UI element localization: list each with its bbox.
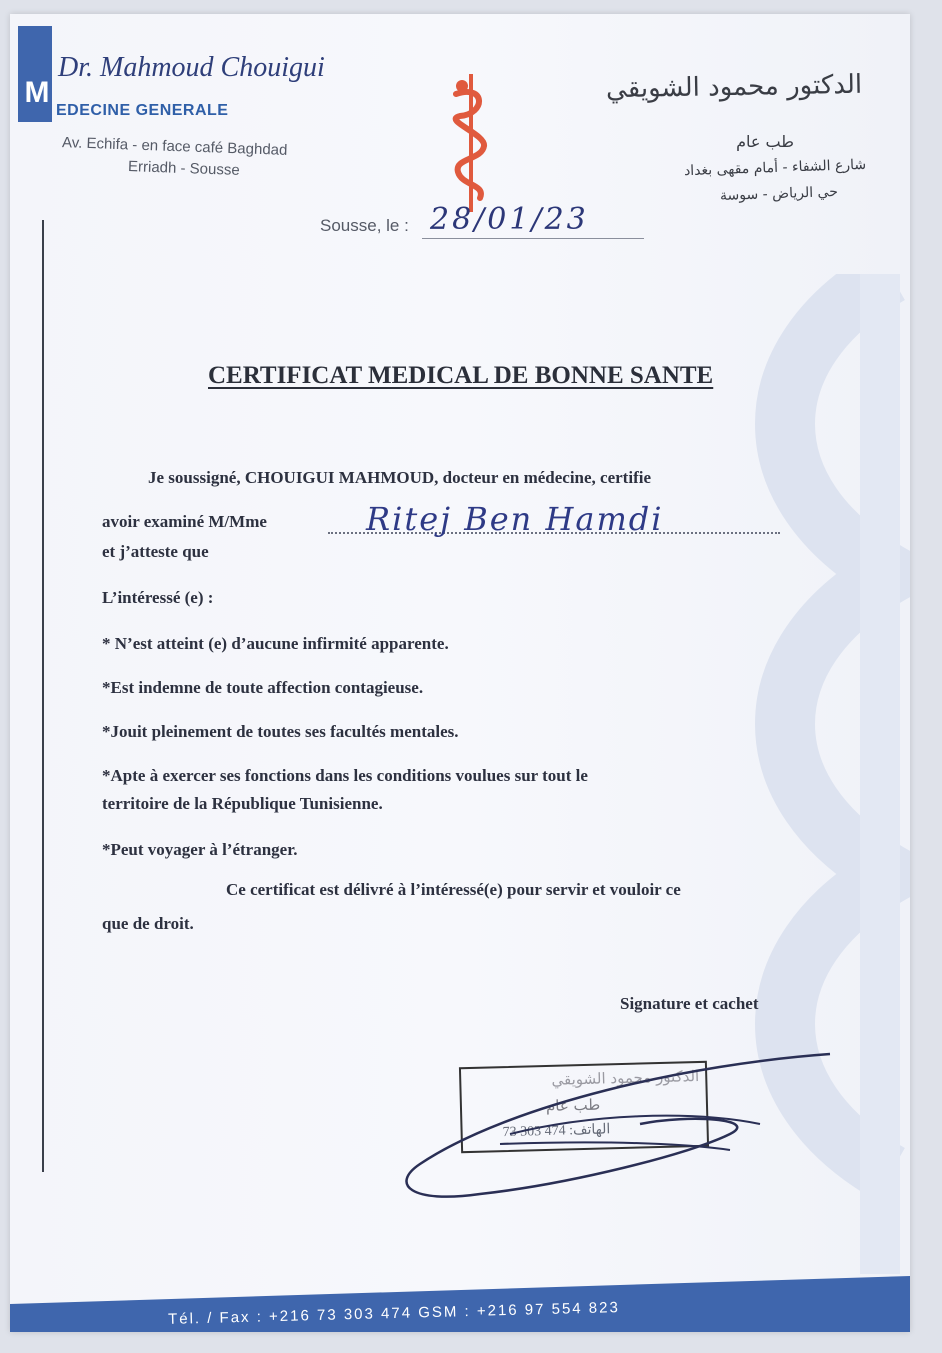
- signature-scribble: [390, 1044, 840, 1214]
- list-item: territoire de la République Tunisienne.: [102, 794, 383, 813]
- specialty: EDECINE GENERALE: [56, 102, 229, 119]
- doctor-name: Dr. Mahmoud Chouigui: [58, 52, 325, 83]
- caduceus-icon: [446, 64, 496, 214]
- certificate-page: [10, 14, 910, 1332]
- stamp-phone: 73 303 474 :الهاتف: [502, 1122, 611, 1141]
- address-line-2: Erriadh - Sousse: [127, 158, 240, 179]
- date-underline: [422, 238, 644, 239]
- signature-label: Signature et cachet: [620, 994, 759, 1013]
- address-line-1: Av. Echifa - en face café Baghdad: [61, 134, 288, 159]
- body-line-1: Je soussigné, CHOUIGUI MAHMOUD, docteur en médecine, certifie: [148, 468, 651, 487]
- list-item: * N’est atteint (e) d’aucune infirmité apparente.: [102, 634, 449, 653]
- handwritten-patient-name: Ritej Ben Hamdi: [366, 500, 664, 538]
- examined-label: avoir examiné M/Mme: [102, 512, 267, 531]
- interesse-label: L’intéressé (e) :: [102, 588, 214, 607]
- list-item: *Apte à exercer ses fonctions dans les conditions voulues sur tout le: [102, 766, 588, 785]
- footer-contact: Tél. / Fax : +216 73 303 474 GSM : +216 97 554 823: [167, 1299, 621, 1328]
- closing-line-1: Ce certificat est délivré à l’intéressé(e) pour servir et vouloir ce: [226, 880, 681, 899]
- arabic-address-line-1: شارع الشفاء - أمام مقهى بغداد: [683, 156, 867, 180]
- stamp-name: الدكتور محمود الشويقي: [551, 1066, 700, 1089]
- logo-letter: M: [24, 76, 50, 109]
- date-label: Sousse, le :: [320, 216, 409, 235]
- handwritten-date: 28/01/23: [430, 202, 589, 237]
- list-item: *Est indemne de toute affection contagieuse.: [102, 678, 424, 697]
- stamp-specialty: طب عام: [545, 1095, 601, 1115]
- list-item: *Jouit pleinement de toutes ses facultés mentales.: [102, 722, 459, 741]
- arabic-address-line-2: حي الرياض - سوسة: [719, 183, 839, 205]
- arabic-specialty: طب عام: [736, 132, 794, 151]
- body-line-3: et j’atteste que: [102, 542, 209, 561]
- margin-line: [42, 220, 44, 1172]
- arabic-doctor-name: الدكتور محمود الشويقي: [605, 69, 863, 105]
- list-item: *Peut voyager à l’étranger.: [102, 840, 298, 859]
- closing-line-2: que de droit.: [102, 914, 194, 933]
- certificate-title: CERTIFICAT MEDICAL DE BONNE SANTE: [208, 362, 714, 389]
